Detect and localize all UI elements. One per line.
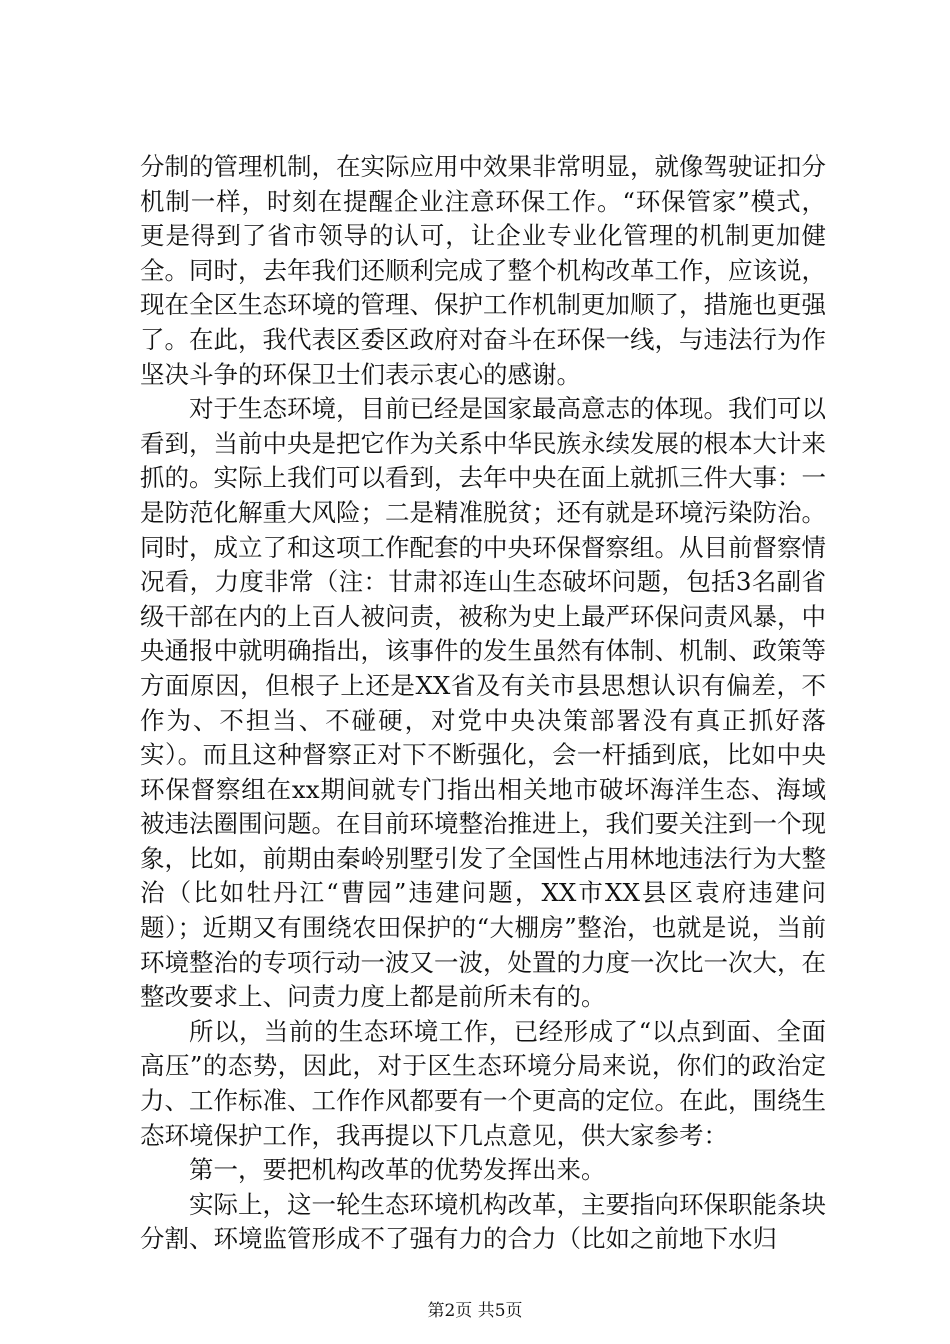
page-footer: 第2页 共5页 [427,1301,523,1321]
body-text [140,150,826,1257]
section-heading: 第一，要把机构改革的优势发挥出来。 [189,1155,606,1185]
paragraph-continued: 分制的管理机制，在实际应用中效果非常明显，就像驾驶证扣分机制一样，时刻在提醒企业注意环保工作。“环保管家”模式，更是得到了省市领导的认可，让企业专业化管理的机制更加健全。同时，去年我们还顺利完成了整个机构改革工作，应该说，现在全区生态环境的管理、保护工作机制更加顺了，措施也更强了。在此，我代表区委区政府对奋斗在环保一线，与违法行为作坚决斗争的环保卫士们表示衷心的感谢。 [140,152,826,389]
paragraph: 实际上，这一轮生态环境机构改革，主要指向环保职能条块分割、环境监管形成不了强有力的合力（比如之前地下水归 [140,1189,826,1254]
paragraph: 对于生态环境，目前已经是国家最高意志的体现。我们可以看到，当前中央是把它作为关系中华民族永续发展的根本大计来抓的。实际上我们可以看到，去年中央在面上就抓三件大事：一是防范化解重大风险；二是精准脱贫；还有就是环境污染防治。同时，成立了和这项工作配套的中央环保督察组。从目前督察情况看，力度非常（注：甘肃祁连山生态破坏问题，包括3名副省级干部在内的上百人被问责，被称为史上最严环保问责风暴，中央通报中就明确指出，该事件的发生虽然有体制、机制、政策等方面原因，但根子上还是XX省及有关市县思想认识有偏差，不作为、不担当、不碰硬，对党中央决策部署没有真正抓好落实）。而且这种督察正对下不断强化，会一杆插到底，比如中央环保督察组在xx期间就专门指出相关地市破坏海洋生态、海域被违法圈围问题。在目前环境整治推进上，我们要关注到一个现象，比如，前期由秦岭别墅引发了全国性占用林地违法行为大整治（比如牡丹江“曹园”违建问题，XX市XX县区袁府违建问题）；近期又有围绕农田保护的“大棚房”整治，也就是说，当前环境整治的专项行动一波又一波，处置的力度一次比一次大，在整改要求上、问责力度上都是前所未有的。 [140,394,826,1012]
paragraph: 所以，当前的生态环境工作，已经形成了“以点到面、全面高压”的态势，因此，对于区生态环境分局来说，你们的政治定力、工作标准、工作作风都要有一个更高的定位。在此，围绕生态环境保护工作，我再提以下几点意见，供大家参考： [140,1016,826,1150]
